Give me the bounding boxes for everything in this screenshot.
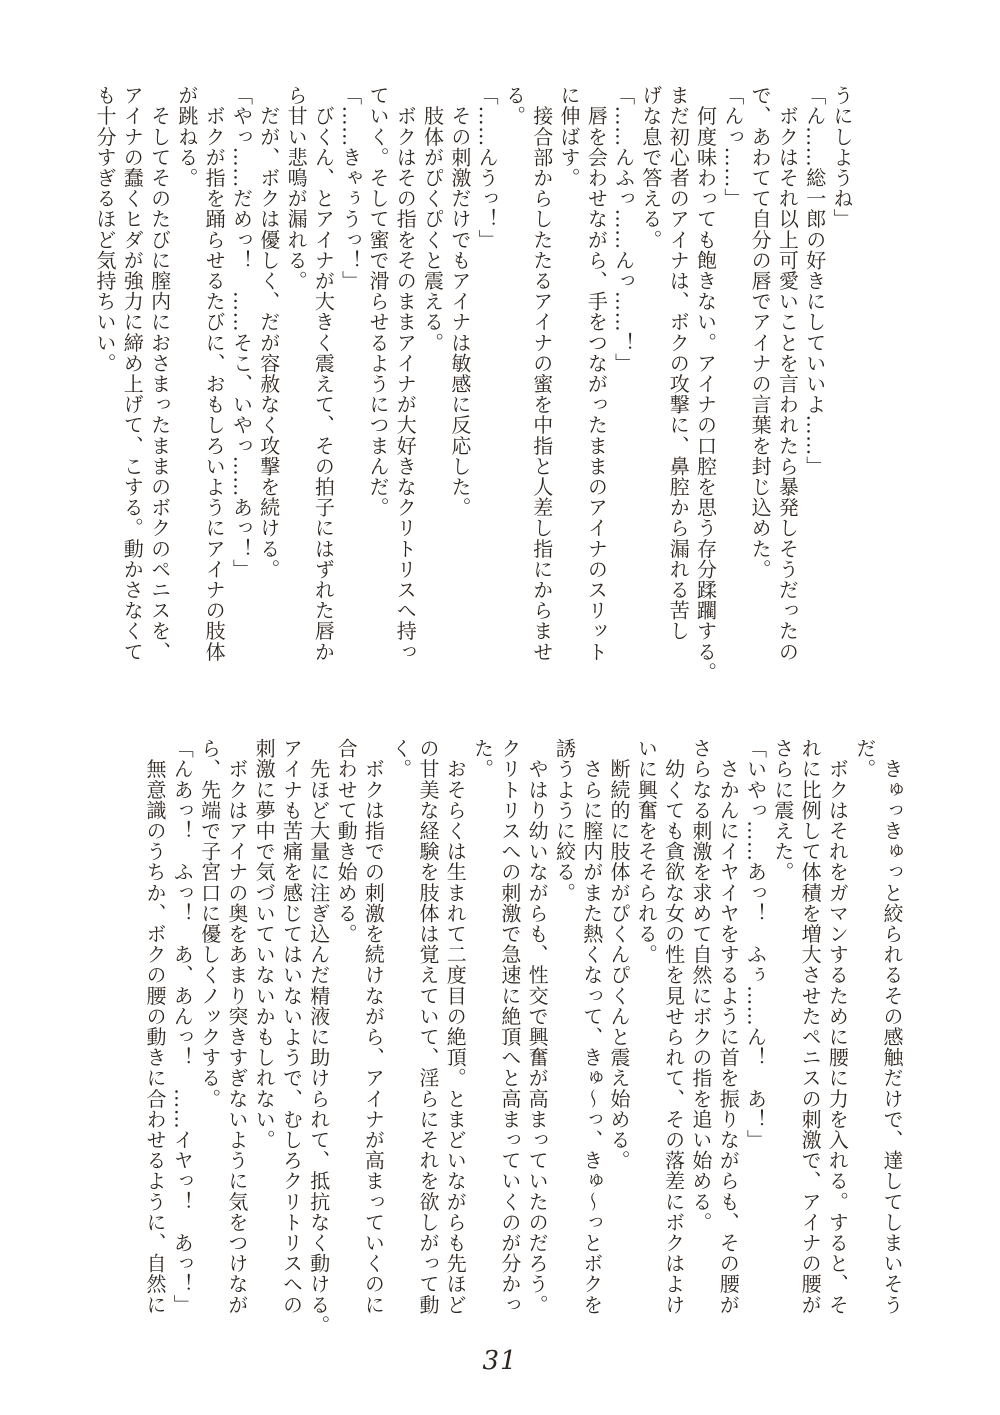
text-line: アイナも苦痛を感じてはいないようで、むしろクリトリスへの xyxy=(279,738,304,1315)
text-line: に伸ばす。 xyxy=(557,85,582,188)
text-line: ボクが指を踊らせるたびに、おもしろいようにアイナの肢体 xyxy=(202,85,227,662)
text-line: ボクはそれ以上可愛いことを言われたら暴発しそうだったの xyxy=(775,85,800,662)
text-line: 接合部からしたたるアイナの蜜を中指と人差し指にからませ xyxy=(529,85,554,662)
text-line: きゅっきゅっと絞られるその感触だけで、達してしまいそう xyxy=(880,738,904,1315)
text-column-bottom xyxy=(85,738,905,1348)
text-line: 「いやっ……あっ！ ふぅ……ん！ あ！」 xyxy=(743,738,768,1150)
text-line: 「……きゃぅうっ！」 xyxy=(338,85,363,291)
text-line: れに比例して体積を増大させたペニスの刺激で、アイナの腰が xyxy=(798,738,823,1315)
text-line: さらなる刺激を求めて自然にボクの指を追い始める。 xyxy=(688,738,713,1233)
text-line: く。 xyxy=(388,738,413,780)
text-line: 唇を会わせながら、手をつながったままのアイナのスリット xyxy=(584,85,609,662)
text-line: ボクはアイナの奥をあまり突きすぎないように気をつけなが xyxy=(224,738,249,1315)
text-line: 「……んうっ！」 xyxy=(475,85,500,250)
text-line: 誘うように絞る。 xyxy=(552,738,577,903)
text-line: げな息で答える。 xyxy=(638,85,663,250)
text-line: おそらくは生まれて二度目の絶頂。とまどいながらも先ほど xyxy=(443,738,468,1315)
text-line: さかんにイヤイヤをするように首を振りながらも、その腰が xyxy=(716,738,741,1315)
text-line: そしてそのたびに膣内におさまったままのボクのペニスを、 xyxy=(147,85,172,662)
text-line: 何度味わっても飽きない。アイナの口腔を思う存分蹂躙する。 xyxy=(693,85,718,683)
text-line: クリトリスへの刺激で急速に絶頂へと高まっていくのが分かっ xyxy=(497,738,522,1315)
text-line: やはり幼いながらも、性交で興奮が高まっていたのだろう。 xyxy=(525,738,550,1315)
text-line: も十分すぎるほど気持ちいい。 xyxy=(92,85,117,374)
text-line: 肢体がぴくぴくと震える。 xyxy=(420,85,445,353)
text-line: ら、先端で子宮口に優しくノックする。 xyxy=(197,738,222,1109)
text-line: だが、ボクは優しく、だが容赦なく攻撃を続ける。 xyxy=(256,85,281,580)
text-line: の甘美な経験を肢体は覚えていて、淫らにそれを欲しがって動 xyxy=(415,738,440,1315)
text-line: 合わせて動き始める。 xyxy=(334,738,359,944)
text-line: ていく。そして蜜で滑らせるようにつまんだ。 xyxy=(365,85,390,518)
text-column-top xyxy=(85,85,855,685)
text-line: 断続的に肢体がぴくんぴくんと震え始める。 xyxy=(607,738,632,1171)
text-line: びくん、とアイナが大きく震えて、その拍子にはずれた唇か xyxy=(311,85,336,662)
page-number: 31 xyxy=(482,1346,518,1376)
text-line: いに興奮をそそられる。 xyxy=(634,738,659,965)
text-line: が跳ねる。 xyxy=(174,85,199,188)
text-line: で、あわてて自分の唇でアイナの言葉を封じ込めた。 xyxy=(748,85,773,580)
text-line: さらに膣内がまた熱くなって、きゅ〜っ、きゅ〜っとボクを xyxy=(579,738,604,1315)
text-line: うにしようね」 xyxy=(830,85,854,230)
text-line: さらに震えた。 xyxy=(770,738,795,883)
text-line: 「……んふっ……んっ……！」 xyxy=(611,85,636,374)
text-line: ボクは指での刺激を続けながら、アイナが高まっていくのに xyxy=(361,738,386,1315)
text-line: アイナの蠢くヒダが強力に締め上げて、こする。動かさなくて xyxy=(120,85,145,662)
text-line: る。 xyxy=(502,85,527,127)
text-line: その刺激だけでもアイナは敏感に反応した。 xyxy=(447,85,472,518)
text-line: 「やっ……だめっ！ ……そこ、いやっ……あっ！」 xyxy=(229,85,254,580)
text-line: ボクはその指をそのままアイナが大好きなクリトリスへ持っ xyxy=(393,85,418,662)
text-line: 無意識のうちか、ボクの腰の動きに合わせるように、自然に xyxy=(142,738,167,1315)
text-line: た。 xyxy=(470,738,495,780)
text-line: 幼くても貪欲な女の性を見せられて、その落差にボクはよけ xyxy=(661,738,686,1315)
text-line: 「ん……総一郎の好きにしていいよ……」 xyxy=(802,85,827,477)
text-line: だ。 xyxy=(852,738,877,780)
text-line: 先ほど大量に注ぎ込んだ精液に助けられて、抵抗なく動ける。 xyxy=(306,738,331,1336)
text-line: 刺激に夢中で気づいていないかもしれない。 xyxy=(252,738,277,1150)
text-line: まだ初心者のアイナは、ボクの攻撃に、鼻腔から漏れる苦し xyxy=(666,85,691,642)
text-line: 「んっ……」 xyxy=(720,85,745,209)
text-line: ら甘い悲鳴が漏れる。 xyxy=(284,85,309,291)
text-line: 「んあっ！ ふっ！ あ、あんっ！ ……イヤっ！ あっ！」 xyxy=(170,738,195,1315)
text-line: ボクはそれをガマンするために腰に力を入れる。すると、そ xyxy=(825,738,850,1315)
